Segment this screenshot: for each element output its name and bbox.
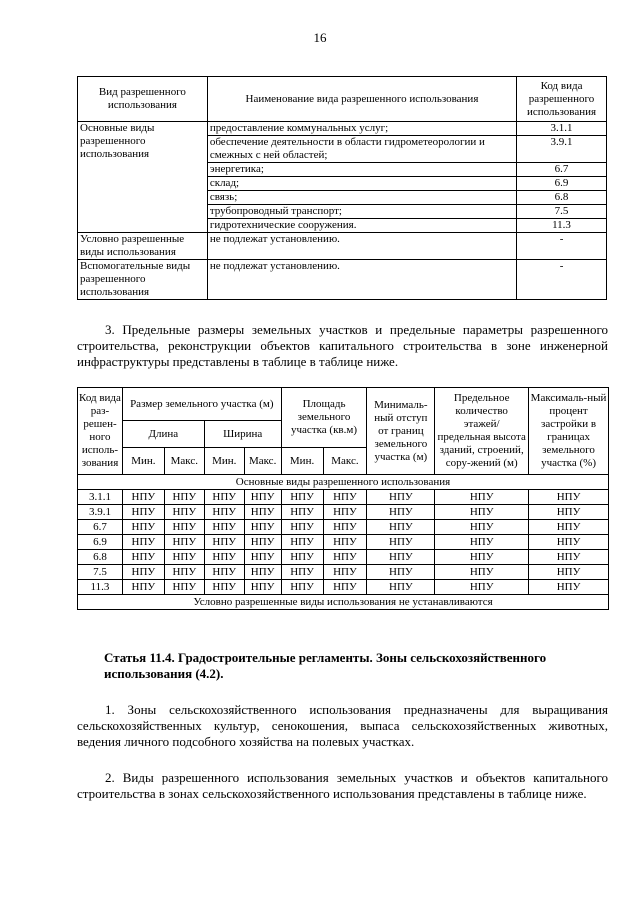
header-area: Площадь земельного участка (кв.м) [281, 388, 367, 448]
use-code: 3.1.1 [517, 122, 607, 136]
header-use-code: Код вида разрешенного использования [517, 77, 607, 122]
row-value: НПУ [367, 535, 435, 550]
page-number: 16 [313, 30, 327, 45]
header-code: Код вида раз-решен-ного исполь-зования [78, 388, 123, 475]
table-header-row [78, 77, 607, 122]
paragraph-1: 1. Зоны сельскохозяйственного использования предназначены для выращивания сельскохозяйственных культур, сенокошения, выпаса сельскохозяйственных животных, ведения личного подсобного хозяйства на полевых участках. [77, 702, 608, 749]
row-value: НПУ [323, 580, 367, 595]
row-value: НПУ [529, 505, 609, 520]
header-width: Ширина [204, 421, 281, 448]
use-name: не подлежат установлению. [207, 233, 516, 260]
row-value: НПУ [164, 550, 204, 565]
use-code: 6.7 [517, 163, 607, 177]
row-value: НПУ [204, 580, 244, 595]
permitted-use-table [77, 76, 607, 300]
row-value: НПУ [122, 580, 164, 595]
row-value: НПУ [122, 520, 164, 535]
use-name: предоставление коммунальных услуг; [207, 122, 516, 136]
row-value: НПУ [164, 490, 204, 505]
row-value: НПУ [164, 565, 204, 580]
row-value: НПУ [323, 520, 367, 535]
use-name: гидротехнические сооружения. [207, 219, 516, 233]
table-row [78, 260, 607, 300]
row-value: НПУ [244, 490, 281, 505]
row-code: 6.9 [78, 535, 123, 550]
row-value: НПУ [244, 535, 281, 550]
table-row [78, 520, 609, 535]
row-code: 3.1.1 [78, 490, 123, 505]
row-value: НПУ [529, 520, 609, 535]
row-value: НПУ [529, 580, 609, 595]
use-code: 7.5 [517, 205, 607, 219]
row-value: НПУ [323, 565, 367, 580]
use-name: связь; [207, 191, 516, 205]
section-conditional-uses: Условно разрешенные виды использования не устанавливаются [78, 595, 609, 610]
conditional-uses-label: Условно разрешенные виды использования [78, 233, 208, 260]
header-length-max: Макс. [164, 448, 204, 475]
row-value: НПУ [529, 535, 609, 550]
section-main-uses: Основные виды разрешенного использования [78, 475, 609, 490]
parameters-table [77, 387, 609, 610]
row-code: 11.3 [78, 580, 123, 595]
table-row [78, 550, 609, 565]
row-value: НПУ [435, 490, 529, 505]
row-value: НПУ [204, 535, 244, 550]
row-value: НПУ [323, 490, 367, 505]
paragraph-2: 2. Виды разрешенного использования земельных участков и объектов капитального строительства в зонах сельскохозяйственного использования представлены в таблице ниже. [77, 770, 608, 801]
table-row [78, 580, 609, 595]
table-row [78, 490, 609, 505]
row-value: НПУ [122, 550, 164, 565]
row-value: НПУ [281, 550, 323, 565]
use-code: 6.9 [517, 177, 607, 191]
row-value: НПУ [281, 565, 323, 580]
header-length: Длина [122, 421, 204, 448]
row-value: НПУ [367, 490, 435, 505]
main-uses-label: Основные виды разрешенного использования [78, 122, 208, 233]
row-value: НПУ [204, 520, 244, 535]
row-value: НПУ [529, 550, 609, 565]
row-value: НПУ [281, 535, 323, 550]
table-row [78, 565, 609, 580]
use-code: 3.9.1 [517, 136, 607, 163]
use-code: - [517, 260, 607, 300]
row-value: НПУ [367, 505, 435, 520]
header-use-type: Вид разрешенного использования [78, 77, 208, 122]
table-row [78, 122, 607, 136]
row-value: НПУ [164, 535, 204, 550]
row-value: НПУ [281, 505, 323, 520]
header-min-indent: Минималь-ный отступ от границ земельного участка (м) [367, 388, 435, 475]
row-value: НПУ [367, 550, 435, 565]
row-value: НПУ [244, 520, 281, 535]
row-value: НПУ [204, 565, 244, 580]
header-max-percent: Максималь-ный процент застройки в границах земельного участка (%) [529, 388, 609, 475]
row-value: НПУ [435, 580, 529, 595]
use-code: 6.8 [517, 191, 607, 205]
row-value: НПУ [529, 490, 609, 505]
row-value: НПУ [122, 505, 164, 520]
use-name: трубопроводный транспорт; [207, 205, 516, 219]
header-length-min: Мин. [122, 448, 164, 475]
row-value: НПУ [281, 580, 323, 595]
use-name: не подлежат установлению. [207, 260, 516, 300]
row-value: НПУ [435, 505, 529, 520]
parameters-rows [78, 490, 609, 595]
paragraph-3: 3. Предельные размеры земельных участков и предельные параметры разрешенного строительства, реконструкции объектов капитального строительства в зоне инженерной инфраструктуры представлены в таблице в таблице ниже. [77, 322, 608, 369]
row-value: НПУ [367, 520, 435, 535]
use-code: 11.3 [517, 219, 607, 233]
row-value: НПУ [281, 490, 323, 505]
header-width-min: Мин. [204, 448, 244, 475]
row-code: 7.5 [78, 565, 123, 580]
row-value: НПУ [367, 565, 435, 580]
row-value: НПУ [244, 565, 281, 580]
header-max-floors: Предельное количество этажей/ предельная высота зданий, строений, сору-жений (м) [435, 388, 529, 475]
row-value: НПУ [204, 490, 244, 505]
row-code: 6.7 [78, 520, 123, 535]
row-value: НПУ [435, 565, 529, 580]
row-value: НПУ [122, 565, 164, 580]
table-row [78, 535, 609, 550]
use-name: склад; [207, 177, 516, 191]
header-area-max: Макс. [323, 448, 367, 475]
row-value: НПУ [435, 550, 529, 565]
article-heading: Статья 11.4. Градостроительные регламенты. Зоны сельскохозяйственного использования (4.2). [104, 650, 547, 681]
row-code: 6.8 [78, 550, 123, 565]
row-value: НПУ [281, 520, 323, 535]
row-value: НПУ [323, 535, 367, 550]
row-value: НПУ [435, 535, 529, 550]
table-row [78, 233, 607, 260]
row-code: 3.9.1 [78, 505, 123, 520]
header-use-name: Наименование вида разрешенного использования [207, 77, 516, 122]
row-value: НПУ [122, 490, 164, 505]
row-value: НПУ [529, 565, 609, 580]
use-code: - [517, 233, 607, 260]
use-name: обеспечение деятельности в области гидрометеорологии и смежных с ней областей; [207, 136, 516, 163]
row-value: НПУ [244, 550, 281, 565]
header-size: Размер земельного участка (м) [122, 388, 281, 421]
row-value: НПУ [164, 580, 204, 595]
row-value: НПУ [204, 505, 244, 520]
row-value: НПУ [164, 520, 204, 535]
header-area-min: Мин. [281, 448, 323, 475]
table-row [78, 505, 609, 520]
row-value: НПУ [323, 505, 367, 520]
row-value: НПУ [367, 580, 435, 595]
row-value: НПУ [435, 520, 529, 535]
row-value: НПУ [323, 550, 367, 565]
row-value: НПУ [204, 550, 244, 565]
header-width-max: Макс. [244, 448, 281, 475]
auxiliary-uses-label: Вспомогательные виды разрешенного использования [78, 260, 208, 300]
row-value: НПУ [244, 580, 281, 595]
use-name: энергетика; [207, 163, 516, 177]
row-value: НПУ [164, 505, 204, 520]
row-value: НПУ [244, 505, 281, 520]
row-value: НПУ [122, 535, 164, 550]
